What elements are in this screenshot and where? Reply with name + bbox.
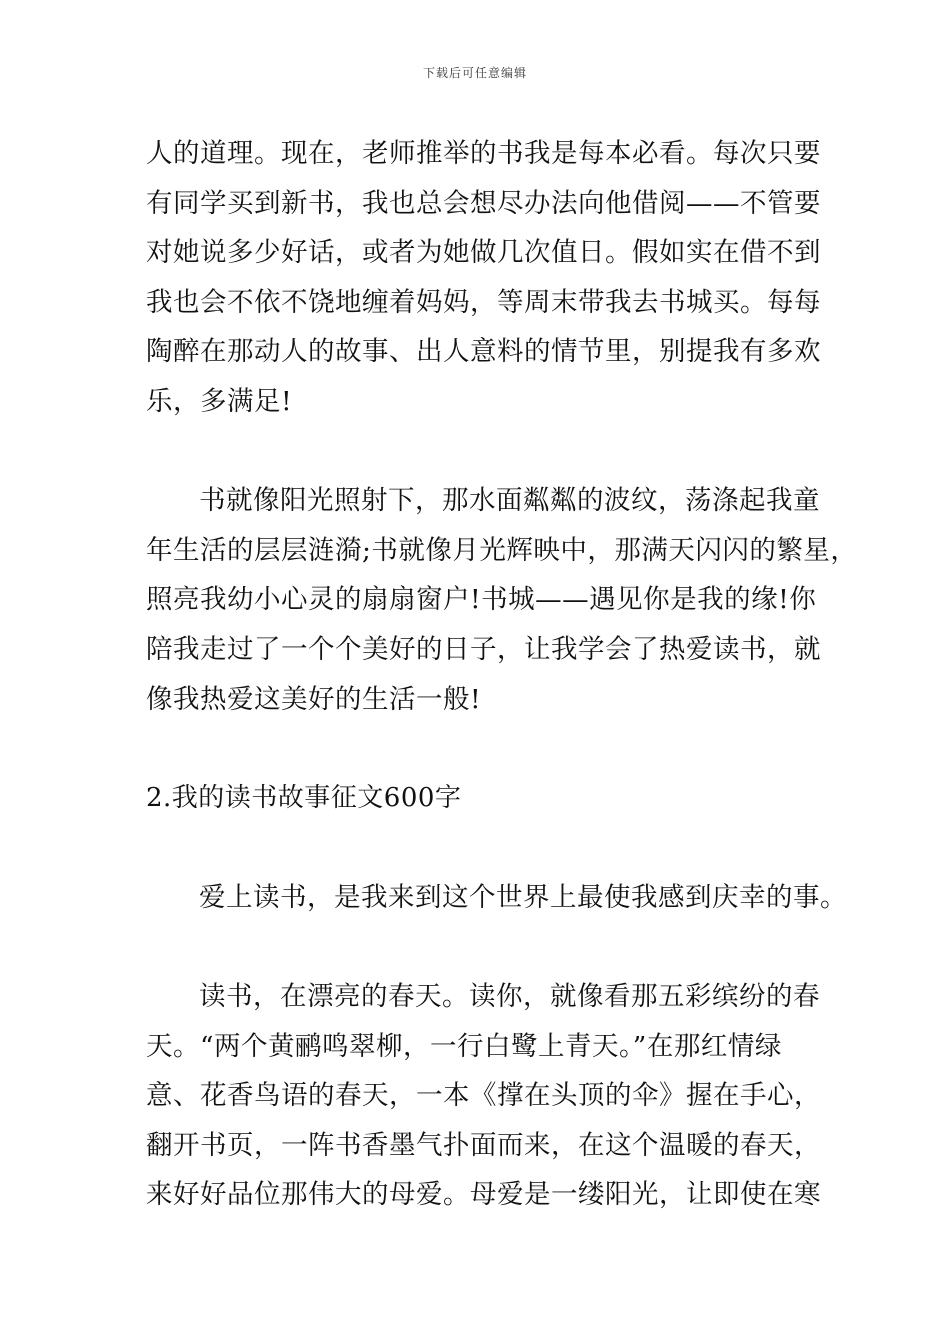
paragraph-gap [146,724,816,774]
section-heading [146,774,816,824]
text-line: 对她说多少好话，或者为她做几次值日。假如实在借不到 [146,237,821,269]
text-line: 来好好品位那伟大的母爱。母爱是一缕阳光，让即使在寒 [146,1179,821,1211]
text-line: 读书，在漂亮的春天。读你，就像看那五彩缤纷的春 [199,981,820,1013]
text-line: 我也会不依不饶地缠着妈妈，等周末带我去书城买。每每 [146,286,821,318]
text-line: 陪我走过了一个个美好的日子，让我学会了热爱读书，就 [146,633,821,665]
text-line: 爱上读书，是我来到这个世界上最使我感到庆幸的事。 [199,881,847,913]
paragraph-3 [146,873,847,923]
paragraph-1 [146,129,821,427]
document-body [146,129,858,1220]
text-line: 年生活的层层涟漪;书就像月光辉映中，那满天闪闪的繁星， [146,534,858,566]
paragraph-2 [146,476,858,724]
text-line: 有同学买到新书，我也总会想尽办法向他借阅——不管要 [146,187,821,219]
text-line: 人的道理。现在，老师推举的书我是每本必看。每次只要 [146,138,821,169]
text-line: 像我热爱这美好的生活一般! [146,683,482,715]
text-line: 照亮我幼小心灵的扇扇窗户!书城——遇见你是我的缘!你 [146,584,817,616]
text-line: 书就像阳光照射下，那水面粼粼的波纹，荡涤起我童 [199,485,820,517]
page-header: 下载后可任意编辑 [422,66,527,80]
text-line: 陶醉在那动人的故事、出人意料的情节里，别提我有多欢 [146,336,821,368]
heading-text: 2.我的读书故事征文600字 [146,782,462,813]
paragraph-gap [146,823,816,873]
paragraph-gap [146,923,816,973]
text-line: 翻开书页，一阵书香墨气扑面而来，在这个温暖的春天， [146,1129,821,1161]
text-line: 意、花香鸟语的春天，一本《撑在头顶的伞》握在手心， [146,1080,821,1112]
text-line: 天。“两个黄鹂鸣翠柳，一行白鹭上青天。”在那红情绿 [146,1030,782,1062]
paragraph-4 [146,972,821,1220]
paragraph-gap [146,427,816,477]
text-line: 乐，多满足! [146,385,293,417]
